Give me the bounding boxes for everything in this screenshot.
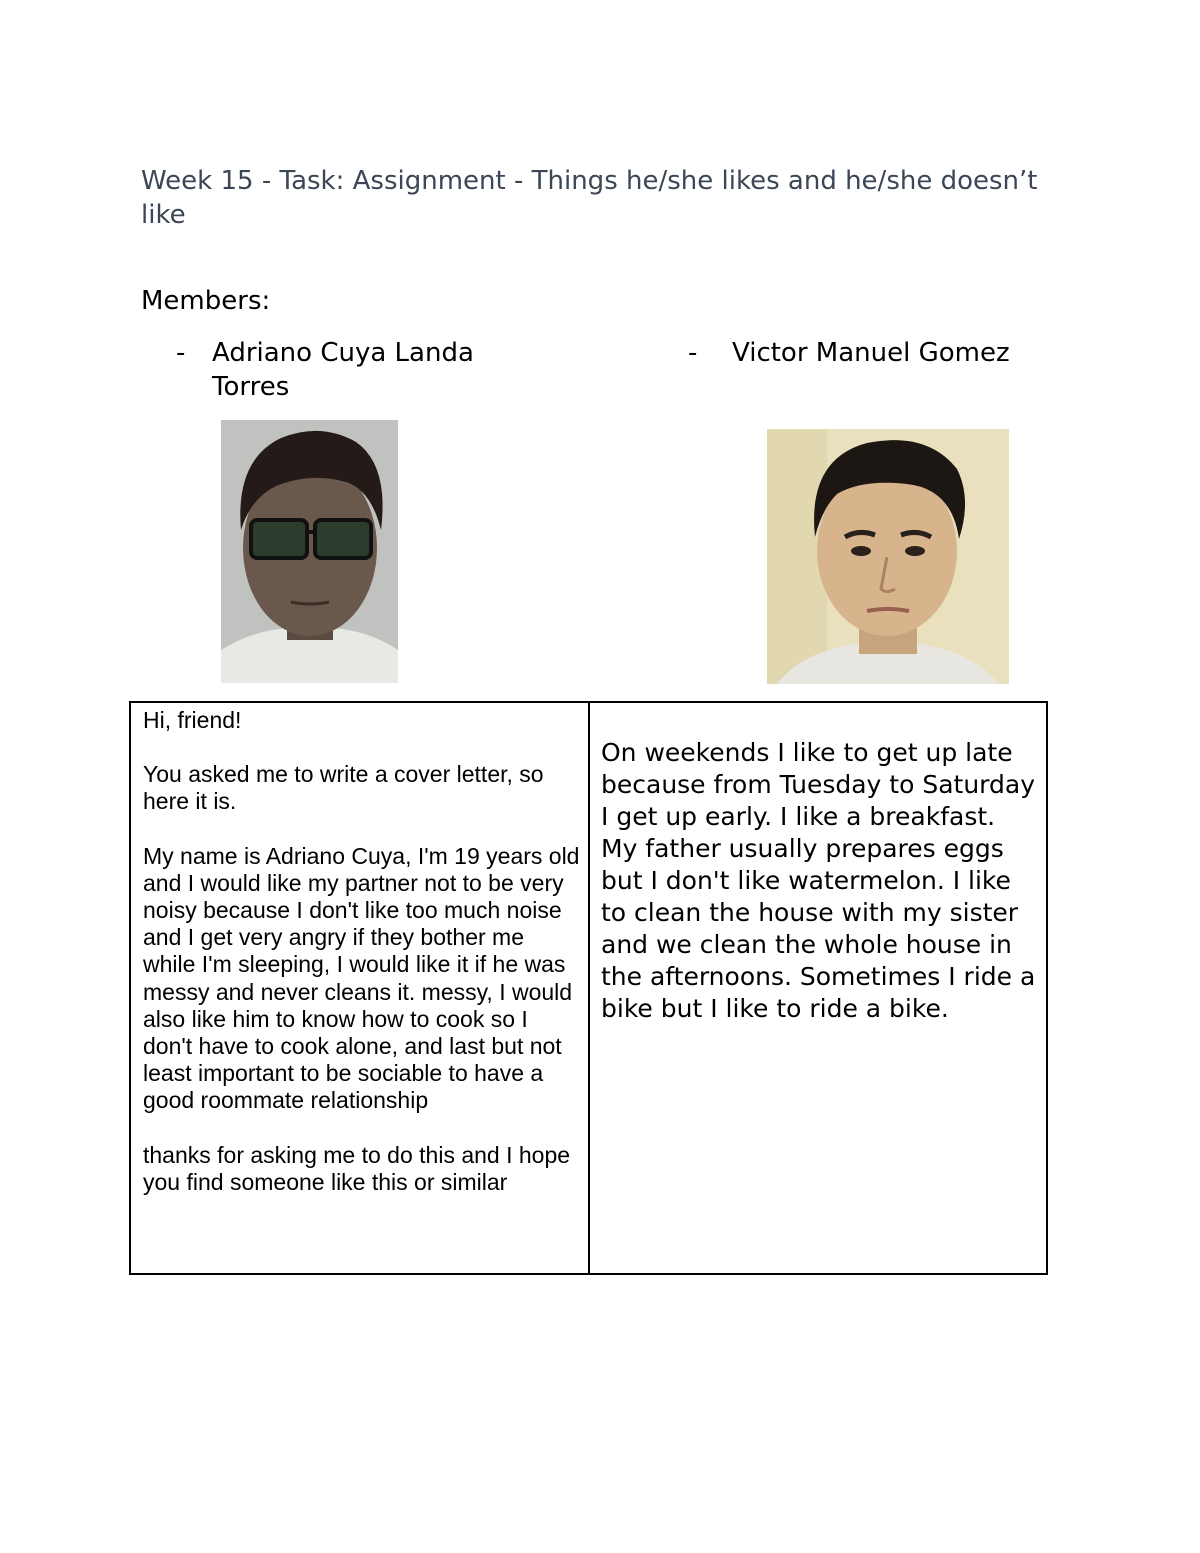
document-title: Week 15 - Task: Assignment - Things he/she likes and he/she doesn’t like	[141, 166, 1038, 230]
list-dash: -	[176, 338, 186, 368]
letter-greeting: Hi, friend!	[143, 707, 242, 733]
letters-table	[129, 701, 1048, 1275]
member-photo	[767, 429, 1009, 684]
list-dash: -	[688, 338, 698, 368]
letter-cell-right	[590, 703, 1046, 1273]
letter-cell-left	[131, 703, 590, 1273]
paragraph-gap	[143, 734, 580, 761]
paragraph-gap	[143, 816, 580, 843]
letter-intro: You asked me to write a cover letter, so here it is.	[143, 761, 544, 815]
portrait-photo	[221, 420, 398, 683]
members-label: Members:	[141, 286, 271, 316]
member-name: Adriano Cuya Landa Torres	[212, 338, 474, 402]
member-name: Victor Manuel Gomez	[732, 338, 1010, 368]
member-photo	[221, 420, 398, 683]
letter-body: My name is Adriano Cuya, I'm 19 years old and I would like my partner not to be very noisy because I don't like too much noise and I get very angry if they bother me while I'm sleeping, I would like it if he was messy and never cleans it. messy, I would also like him to know how to cook so I don't have to cook alone, and last but not least important to be sociable to have a good roommate relationship	[143, 842, 580, 1114]
paragraph-gap	[143, 1115, 580, 1142]
letter-closing: thanks for asking me to do this and I hope you find someone like this or similar	[143, 1141, 571, 1195]
letter-body: On weekends I like to get up late because from Tuesday to Saturday I get up early. I like a breakfast. My father usually prepares eggs but I don't like watermelon. I like to clean the house with my sister and we clean the whole house in the afternoons. Sometimes I ride a bike but I like to ride a bike.	[601, 738, 1036, 1023]
portrait-photo	[767, 429, 1009, 684]
